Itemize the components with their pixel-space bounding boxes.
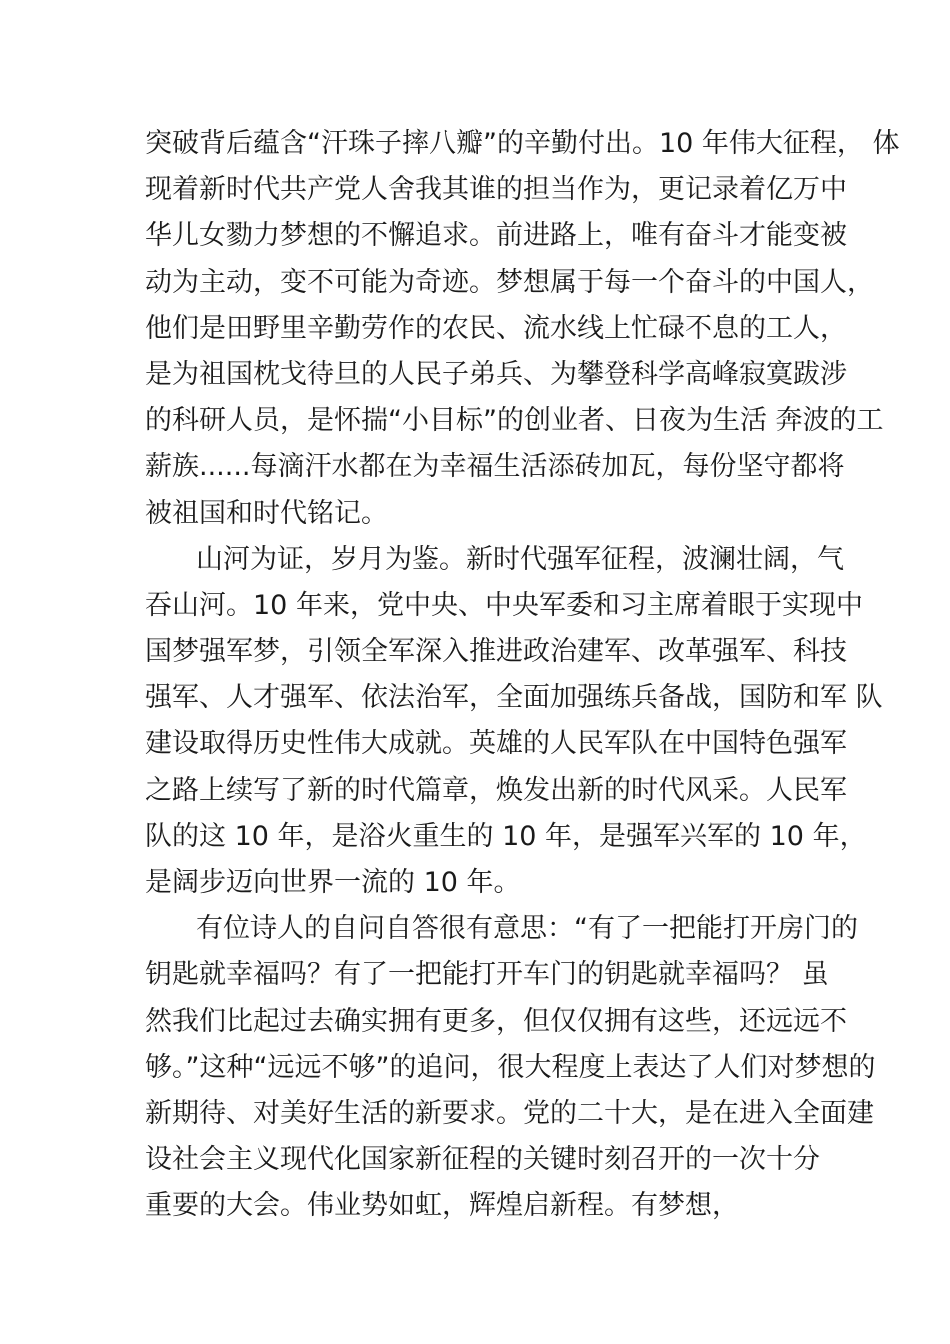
- text-line: 吞山河。10 年来，党中央、中央军委和习主席着眼于实现中: [145, 589, 863, 621]
- text-line: 重要的大会。伟业势如虹，辉煌启新程。有梦想，: [145, 1190, 739, 1222]
- text-line: 建设取得历史性伟大成就。英雄的人民军队在中国特色强军: [145, 728, 847, 760]
- text-line: 设社会主义现代化国家新征程的关键时刻召开的一次十分: [145, 1144, 820, 1176]
- text-line: 队的这 10 年，是浴火重生的 10 年，是强军兴军的 10 年，: [145, 820, 867, 852]
- text-line: 国梦强军梦，引领全军深入推进政治建军、改革强军、科技: [145, 636, 847, 668]
- text-line: 的科研人员，是怀揣“小目标”的创业者、日夜为生活 奔波的工: [145, 405, 884, 437]
- text-line: 现着新时代共产党人舍我其谁的担当作为，更记录着亿万中: [145, 174, 847, 206]
- text-line: 薪族......每滴汗水都在为幸福生活添砖加瓦，每份坚守都将: [145, 451, 845, 483]
- paragraph-2: [145, 537, 883, 907]
- text-line: 钥匙就幸福吗？有了一把能打开车门的钥匙就幸福吗？ 虽: [145, 959, 829, 991]
- text-line: 他们是田野里辛勤劳作的农民、流水线上忙碌不息的工人，: [145, 312, 847, 344]
- text-line: 动为主动，变不可能为奇迹。梦想属于每一个奋斗的中国人，: [145, 266, 874, 298]
- text-line: 强军、人才强军、依法治军，全面加强练兵备战，国防和军 队: [145, 682, 883, 714]
- paragraph-3: [145, 906, 876, 1229]
- text-line: 够。”这种“远远不够”的追问，很大程度上表达了人们对梦想的: [145, 1051, 876, 1083]
- text-line: 之路上续写了新的时代篇章，焕发出新的时代风采。人民军: [145, 774, 847, 806]
- body-text: [145, 121, 900, 1230]
- text-line: 是阔步迈向世界一流的 10 年。: [145, 867, 521, 898]
- text-line: 山河为证，岁月为鉴。新时代强军征程，波澜壮阔，气: [196, 543, 844, 575]
- text-line: 有位诗人的自问自答很有意思：“有了一把能打开房门的: [196, 913, 858, 945]
- paragraph-1: [145, 121, 900, 537]
- text-line: 突破背后蕴含“汗珠子摔八瓣”的辛勤付出。10 年伟大征程， 体: [145, 128, 900, 159]
- text-line: 然我们比起过去确实拥有更多，但仅仅拥有这些，还远远不: [145, 1005, 847, 1037]
- text-line: 是为祖国枕戈待旦的人民子弟兵、为攀登科学高峰寂寞跋涉: [145, 358, 847, 390]
- text-line: 被祖国和时代铭记。: [145, 497, 388, 529]
- text-line: 新期待、对美好生活的新要求。党的二十大，是在进入全面建: [145, 1097, 874, 1129]
- text-line: 华儿女勠力梦想的不懈追求。前进路上，唯有奋斗才能变被: [145, 220, 847, 252]
